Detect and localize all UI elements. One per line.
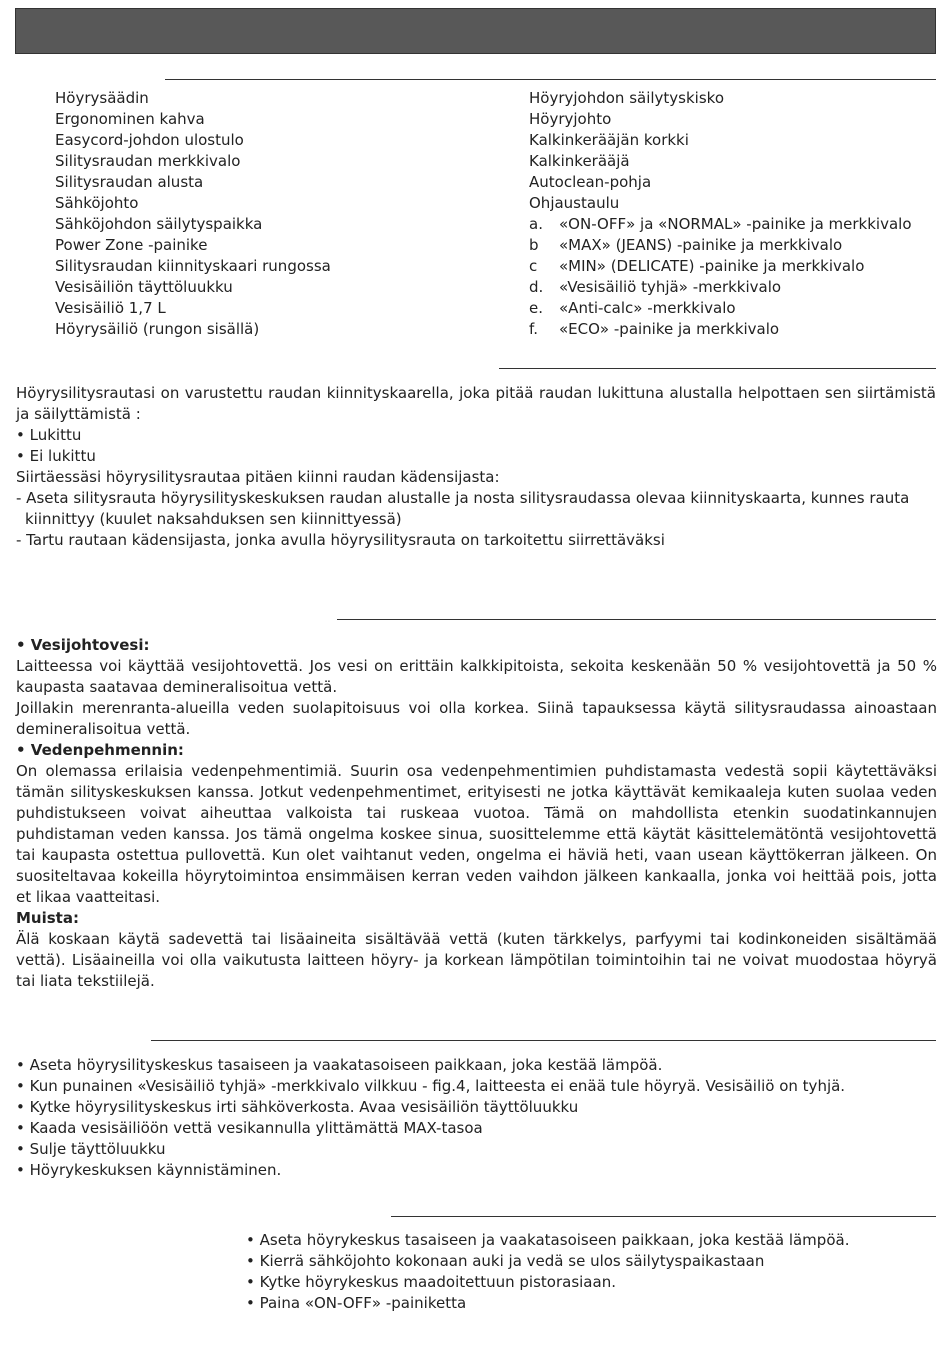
tap-water-paragraph: Laitteessa voi käyttää vesijohtovettä. Jos vesi on erittäin kalkkipitoista, sekoita keskenään 50 % vesijohtovettä ja 50 % kaupasta saatavaa demineralisoitua vettä. xyxy=(16,657,937,696)
tap-water-paragraph: Joillakin merenranta-alueilla veden suolapitoisuus voi olla korkea. Siinä tapauksessa käytä silitysraudassa ainoastaan demineralisoitua vettä. xyxy=(16,699,937,738)
softener-paragraph: On olemassa erilaisia vedenpehmentimiä. Suurin osa vedenpehmentimien puhdistamasta vedestä sopii käytettäväksi tämän silityskeskuksen kanssa. Jotkut vedenpehmentimet, erityisesti ne jotka käyttävät kemikaaleja kuten suolaa veden puhdistukseen voivat aiheuttaa valkoista tai ruskeaa vuotoa. Tämä on mahdollista etenkin suodatinkannujen puhdistaman veden kanssa. Jos tämä ongelma koskee sinua, suosittelemme että käytät käsittelemätöntä vesijohtovettä tai kaupasta ostettua pullovettä. Kun olet vaihtanut veden, ongelma ei häviä heti, vaan usean käyttökerran jälkeen. On suositeltavaa kokeilla höyrytoimintoa ensimmäisen kerran veden vaihdon jälkeen kankaalla, jonka voi heittää pois, jotta et likaa vaatteitasi. xyxy=(16,762,937,906)
item-letter: e. xyxy=(529,299,543,317)
fill-step: • Kun punainen «Vesisäiliö tyhjä» -merkkivalo vilkkuu - fig.4, laitteesta ei enää tule höyryä. Vesisäiliö on tyhjä. xyxy=(16,1077,846,1095)
start-step: • Paina «ON-OFF» -painiketta xyxy=(246,1294,467,1312)
parts-list-right xyxy=(529,88,912,340)
item-letter: b xyxy=(529,236,539,254)
control-panel-item xyxy=(529,319,912,340)
part-item: Sähköjohto xyxy=(55,194,139,212)
item-letter: d. xyxy=(529,278,544,296)
part-item: Silitysraudan merkkivalo xyxy=(55,152,241,170)
water-section xyxy=(16,635,937,992)
section-rule-fill xyxy=(151,1040,936,1041)
carry-instruction: Siirtäessäsi höyrysilitysrautaa pitäen kiinni raudan kädensijasta: xyxy=(16,468,500,486)
section-rule-start xyxy=(391,1216,936,1217)
part-item: Silitysraudan kiinnityskaari rungossa xyxy=(55,257,331,275)
section-rule-water xyxy=(337,619,936,620)
control-panel-item xyxy=(529,235,912,256)
section-rule-lock xyxy=(499,368,936,369)
item-letter: c xyxy=(529,257,538,275)
remember-paragraph: Älä koskaan käytä sadevettä tai lisäaineita sisältävää vettä (kuten tärkkelys, parfyymi tai kodinkoneiden sisältämää vettä). Lisäaineilla voi olla vaikutusta laitteen höyry- ja korkean lämpötilan toimintoihin tai ne voivat muodostaa höyryä tai liata tekstiilejä. xyxy=(16,930,937,990)
item-text: «ECO» -painike ja merkkivalo xyxy=(559,320,780,338)
part-item: Kalkinkerääjän korkki xyxy=(529,131,689,149)
lock-section xyxy=(16,383,936,551)
start-step: • Kytke höyrykeskus maadoitettuun pistorasiaan. xyxy=(246,1273,616,1291)
part-item: Sähköjohdon säilytyspaikka xyxy=(55,215,263,233)
fill-step: • Aseta höyrysilityskeskus tasaiseen ja vaakatasoiseen paikkaan, joka kestää lämpöä. xyxy=(16,1056,663,1074)
part-item: Vesisäiliön täyttöluukku xyxy=(55,278,233,296)
lock-bullet: • Lukittu xyxy=(16,426,82,444)
fill-step: • Kytke höyrysilityskeskus irti sähköverkosta. Avaa vesisäiliön täyttöluukku xyxy=(16,1098,579,1116)
section-rule-parts xyxy=(165,79,936,80)
fill-step: • Sulje täyttöluukku xyxy=(16,1140,166,1158)
start-step: • Kierrä sähköjohto kokonaan auki ja vedä se ulos säilytyspaikastaan xyxy=(246,1252,765,1270)
item-text: «ON-OFF» ja «NORMAL» -painike ja merkkivalo xyxy=(559,215,912,233)
lock-bullet: • Ei lukittu xyxy=(16,447,96,465)
part-item: Easycord-johdon ulostulo xyxy=(55,131,244,149)
part-item: Kalkinkerääjä xyxy=(529,152,630,170)
part-item: Power Zone -painike xyxy=(55,236,208,254)
tap-water-heading: • Vesijohtovesi: xyxy=(16,636,150,654)
start-step: • Aseta höyrykeskus tasaiseen ja vaakatasoiseen paikkaan, joka kestää lämpöä. xyxy=(246,1231,850,1249)
item-text: «MIN» (DELICATE) -painike ja merkkivalo xyxy=(559,257,865,275)
lock-intro: Höyrysilitysrautasi on varustettu raudan kiinnityskaarella, joka pitää raudan lukittuna alustalla helpottaen sen siirtämistä ja säilyttämistä : xyxy=(16,384,936,423)
item-text: «Vesisäiliö tyhjä» -merkkivalo xyxy=(559,278,782,296)
carry-step: - Aseta silitysrauta höyrysilityskeskuksen raudan alustalle ja nosta silitysraudassa olevaa kiinnityskaarta, kunnes rauta kiinnittyy (kuulet naksahduksen sen kiinnittyessä) xyxy=(16,489,910,528)
control-panel-item xyxy=(529,256,912,277)
header-bar xyxy=(15,8,936,54)
control-panel-item xyxy=(529,277,912,298)
part-item: Ohjaustaulu xyxy=(529,194,620,212)
carry-step: - Tartu rautaan kädensijasta, jonka avulla höyrysilitysrauta on tarkoitettu siirrettäväksi xyxy=(16,531,665,549)
item-text: «MAX» (JEANS) -painike ja merkkivalo xyxy=(559,236,843,254)
part-item: Höyrysäädin xyxy=(55,89,149,107)
fill-step: • Höyrykeskuksen käynnistäminen. xyxy=(16,1161,282,1179)
fill-step: • Kaada vesisäiliöön vettä vesikannulla ylittämättä MAX-tasoa xyxy=(16,1119,483,1137)
part-item: Vesisäiliö 1,7 L xyxy=(55,299,166,317)
parts-list-left xyxy=(55,88,331,340)
part-item: Höyryjohto xyxy=(529,110,612,128)
remember-heading: Muista: xyxy=(16,909,79,927)
part-item: Autoclean-pohja xyxy=(529,173,652,191)
softener-heading: • Vedenpehmennin: xyxy=(16,741,184,759)
item-text: «Anti-calc» -merkkivalo xyxy=(559,299,736,317)
part-item: Silitysraudan alusta xyxy=(55,173,204,191)
fill-section xyxy=(16,1055,936,1181)
item-letter: f. xyxy=(529,320,538,338)
item-letter: a. xyxy=(529,215,543,233)
control-panel-item xyxy=(529,298,912,319)
part-item: Höyryjohdon säilytyskisko xyxy=(529,89,724,107)
part-item: Ergonominen kahva xyxy=(55,110,205,128)
part-item: Höyrysäiliö (rungon sisällä) xyxy=(55,320,260,338)
control-panel-item xyxy=(529,214,912,235)
start-section xyxy=(246,1230,936,1314)
